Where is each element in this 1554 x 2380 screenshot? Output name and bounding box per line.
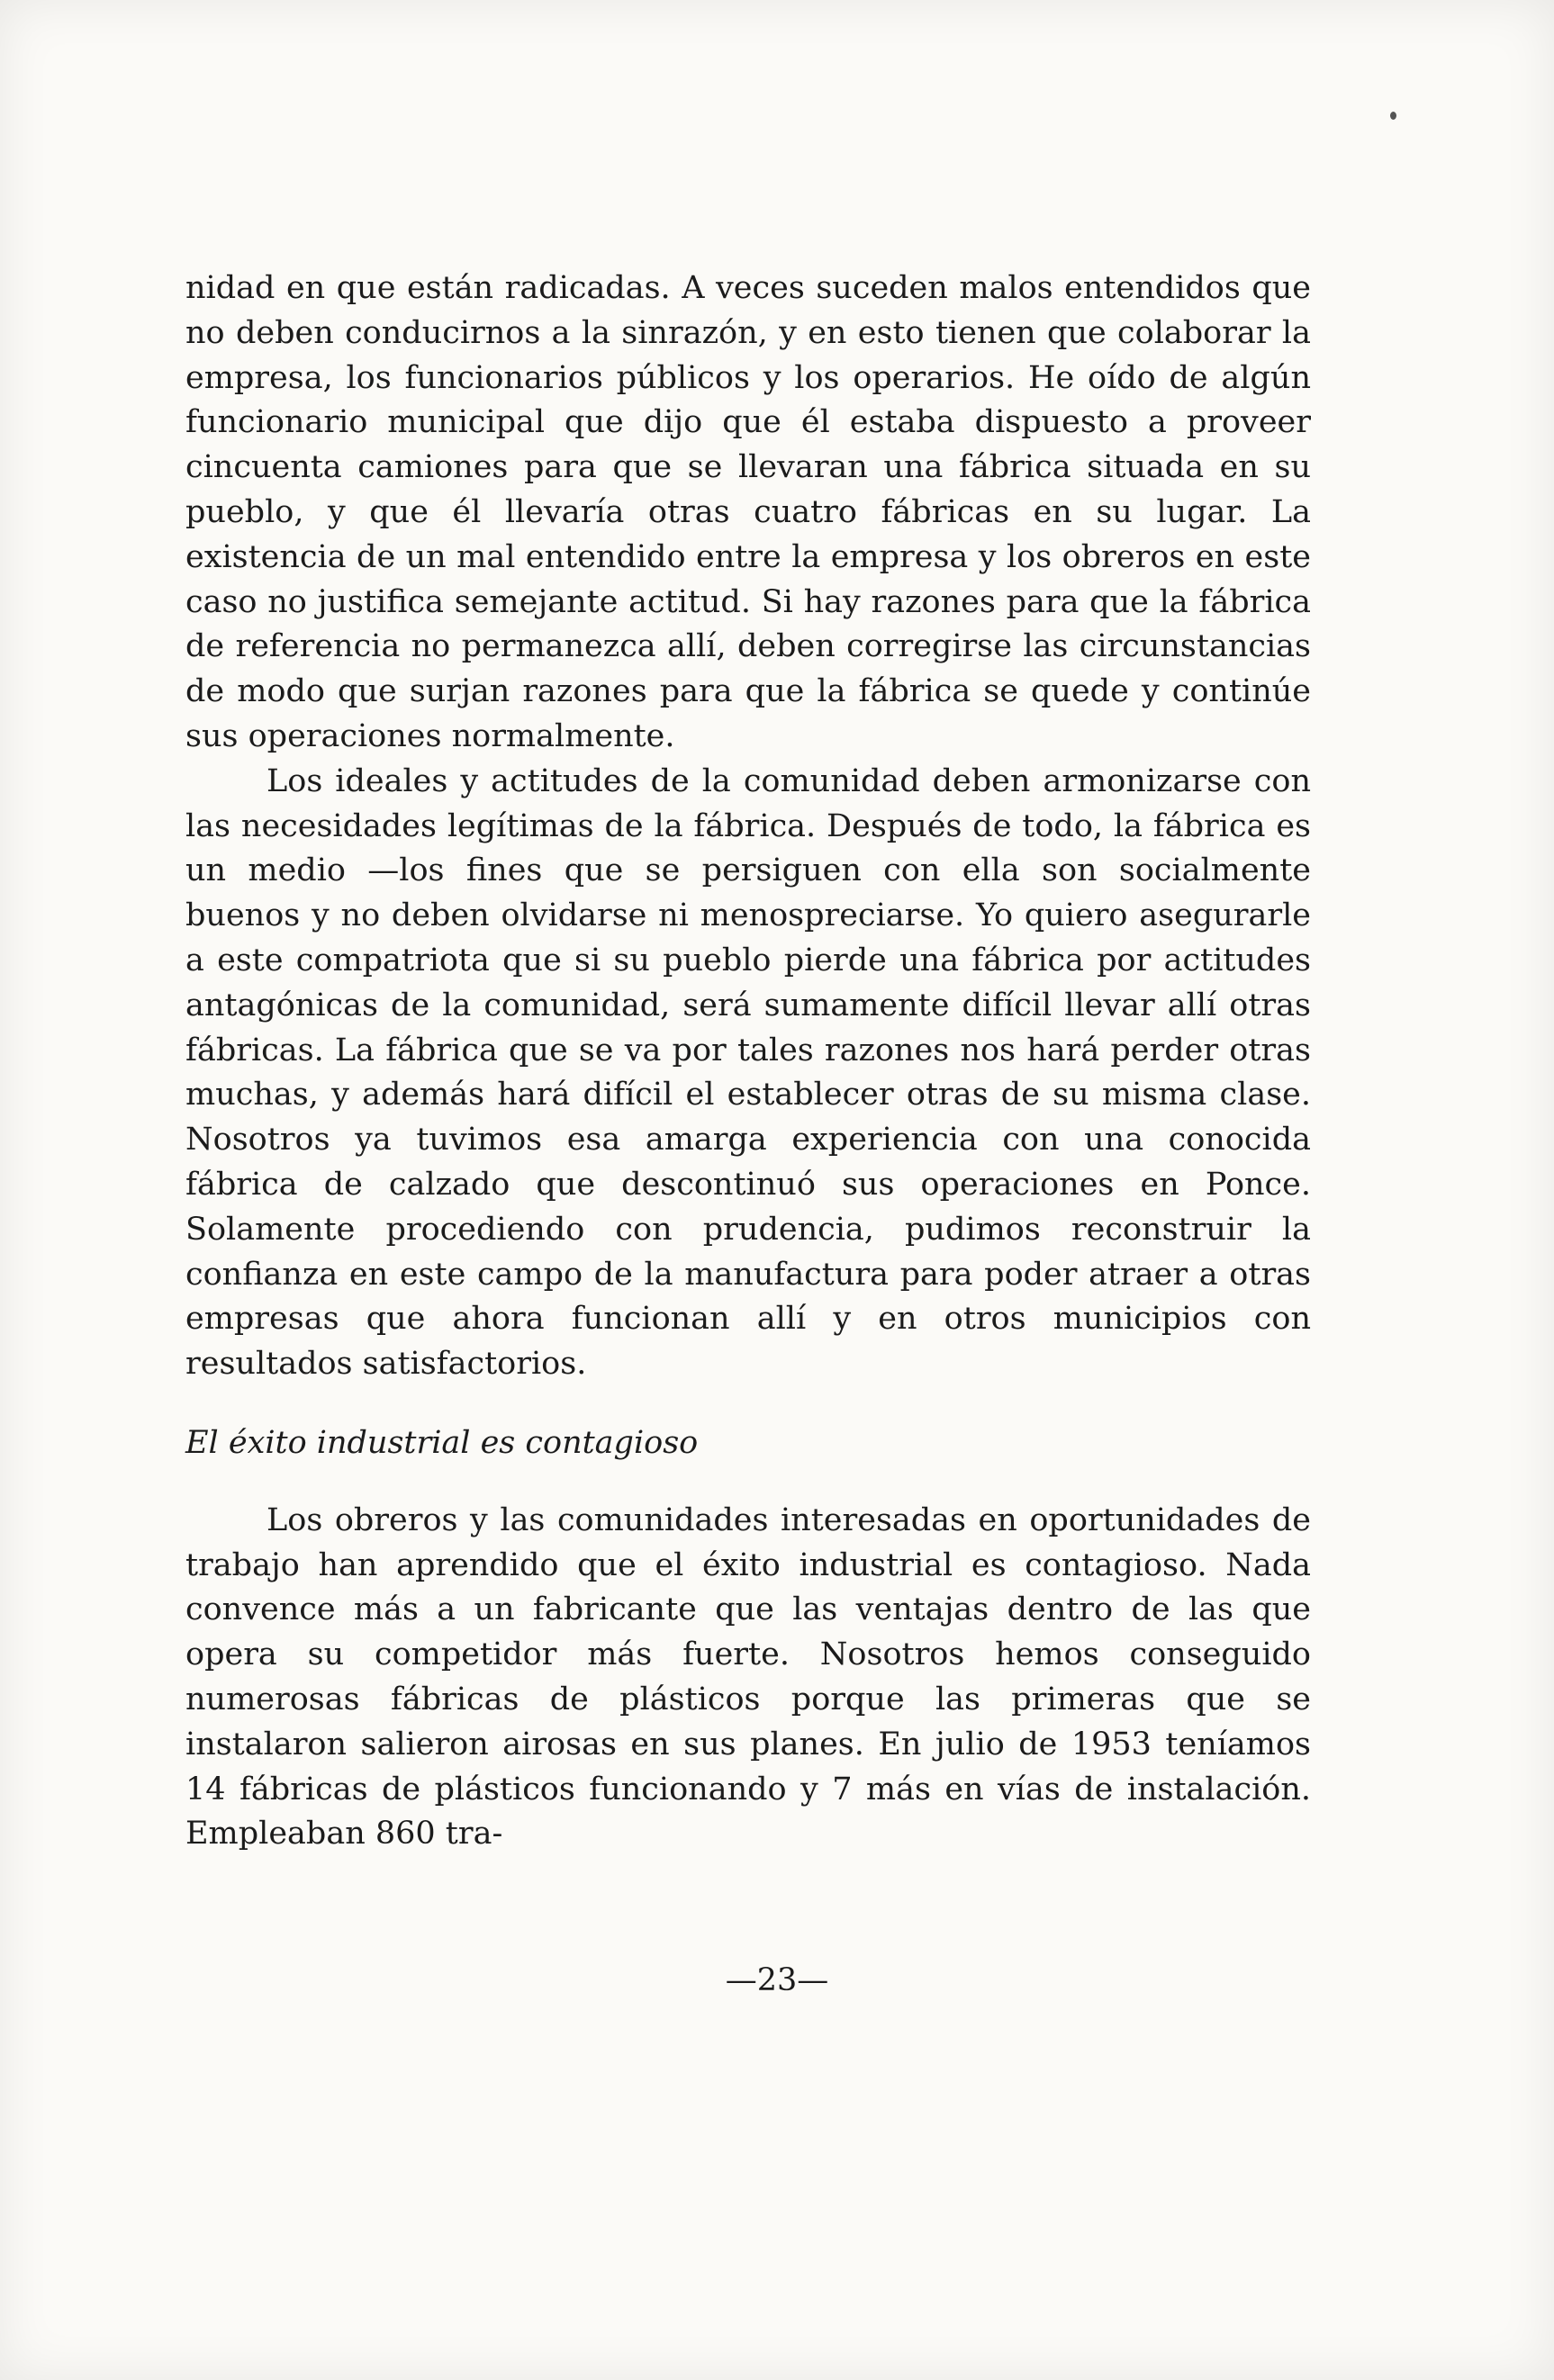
section-heading: El éxito industrial es contagioso (185, 1424, 699, 1461)
paragraph-1: nidad en que están radicadas. A veces suceden malos entendidos que no deben conducirnos a la sinrazón, y en esto tienen que colaborar la empresa, los funcionarios públicos y los operarios. He oído de algún funcionario municipal que dijo que él estaba dispuesto a proveer cincuenta camiones para que se llevaran una fábrica situada en su pueblo, y que él llevaría otras cuatro fábricas en su lugar. La existencia de un mal entendido entre la empresa y los obreros en este caso no justifica semejante actitud. Si hay razones para que la fábrica de referencia no permanezca allí, deben corregirse las circunstancias de modo que surjan razones para que la fábrica se quede y continúe sus operaciones normalmente. (185, 270, 1311, 754)
paragraph-2: Los ideales y actitudes de la comunidad deben armonizarse con las necesidades legítimas de la fábrica. Después de todo, la fábrica es un medio —los fines que se persiguen con ella son socialmente buenos y no deben olvidarse ni menospreciarse. Yo quiero asegurarle a este compatriota que si su pueblo pierde una fábrica por actitudes antagónicas de la comunidad, será sumamente difícil llevar allí otras fábricas. La fábrica que se va por tales razones nos hará perder otras muchas, y además hará difícil el establecer otras de su misma clase. Nosotros ya tuvimos esa amarga experiencia con una conocida fábrica de calzado que descontinuó sus operaciones en Ponce. Solamente procediendo con prudencia, pudimos reconstruir la confianza en este campo de la manufactura para poder atraer a otras empresas que ahora funcionan allí y en otros municipios con resultados satisfactorios. (185, 762, 1311, 1383)
ink-speck (1390, 112, 1396, 120)
paragraph-3: Los obreros y las comunidades interesadas en oportunidades de trabajo han aprendido que el éxito industrial es contagioso. Nada convence más a un fabricante que las ventajas dentro de las que opera su competidor más fuerte. Nosotros hemos conseguido numerosas fábricas de plásticos porque las primeras que se instalaron salieron airosas en sus planes. En julio de 1953 teníamos 14 fábricas de plásticos funcionando y 7 más en vías de instalación. Empleaban 860 tra- (185, 1501, 1311, 1853)
page-number: —23— (725, 1962, 829, 1998)
body-text (185, 266, 1311, 1857)
